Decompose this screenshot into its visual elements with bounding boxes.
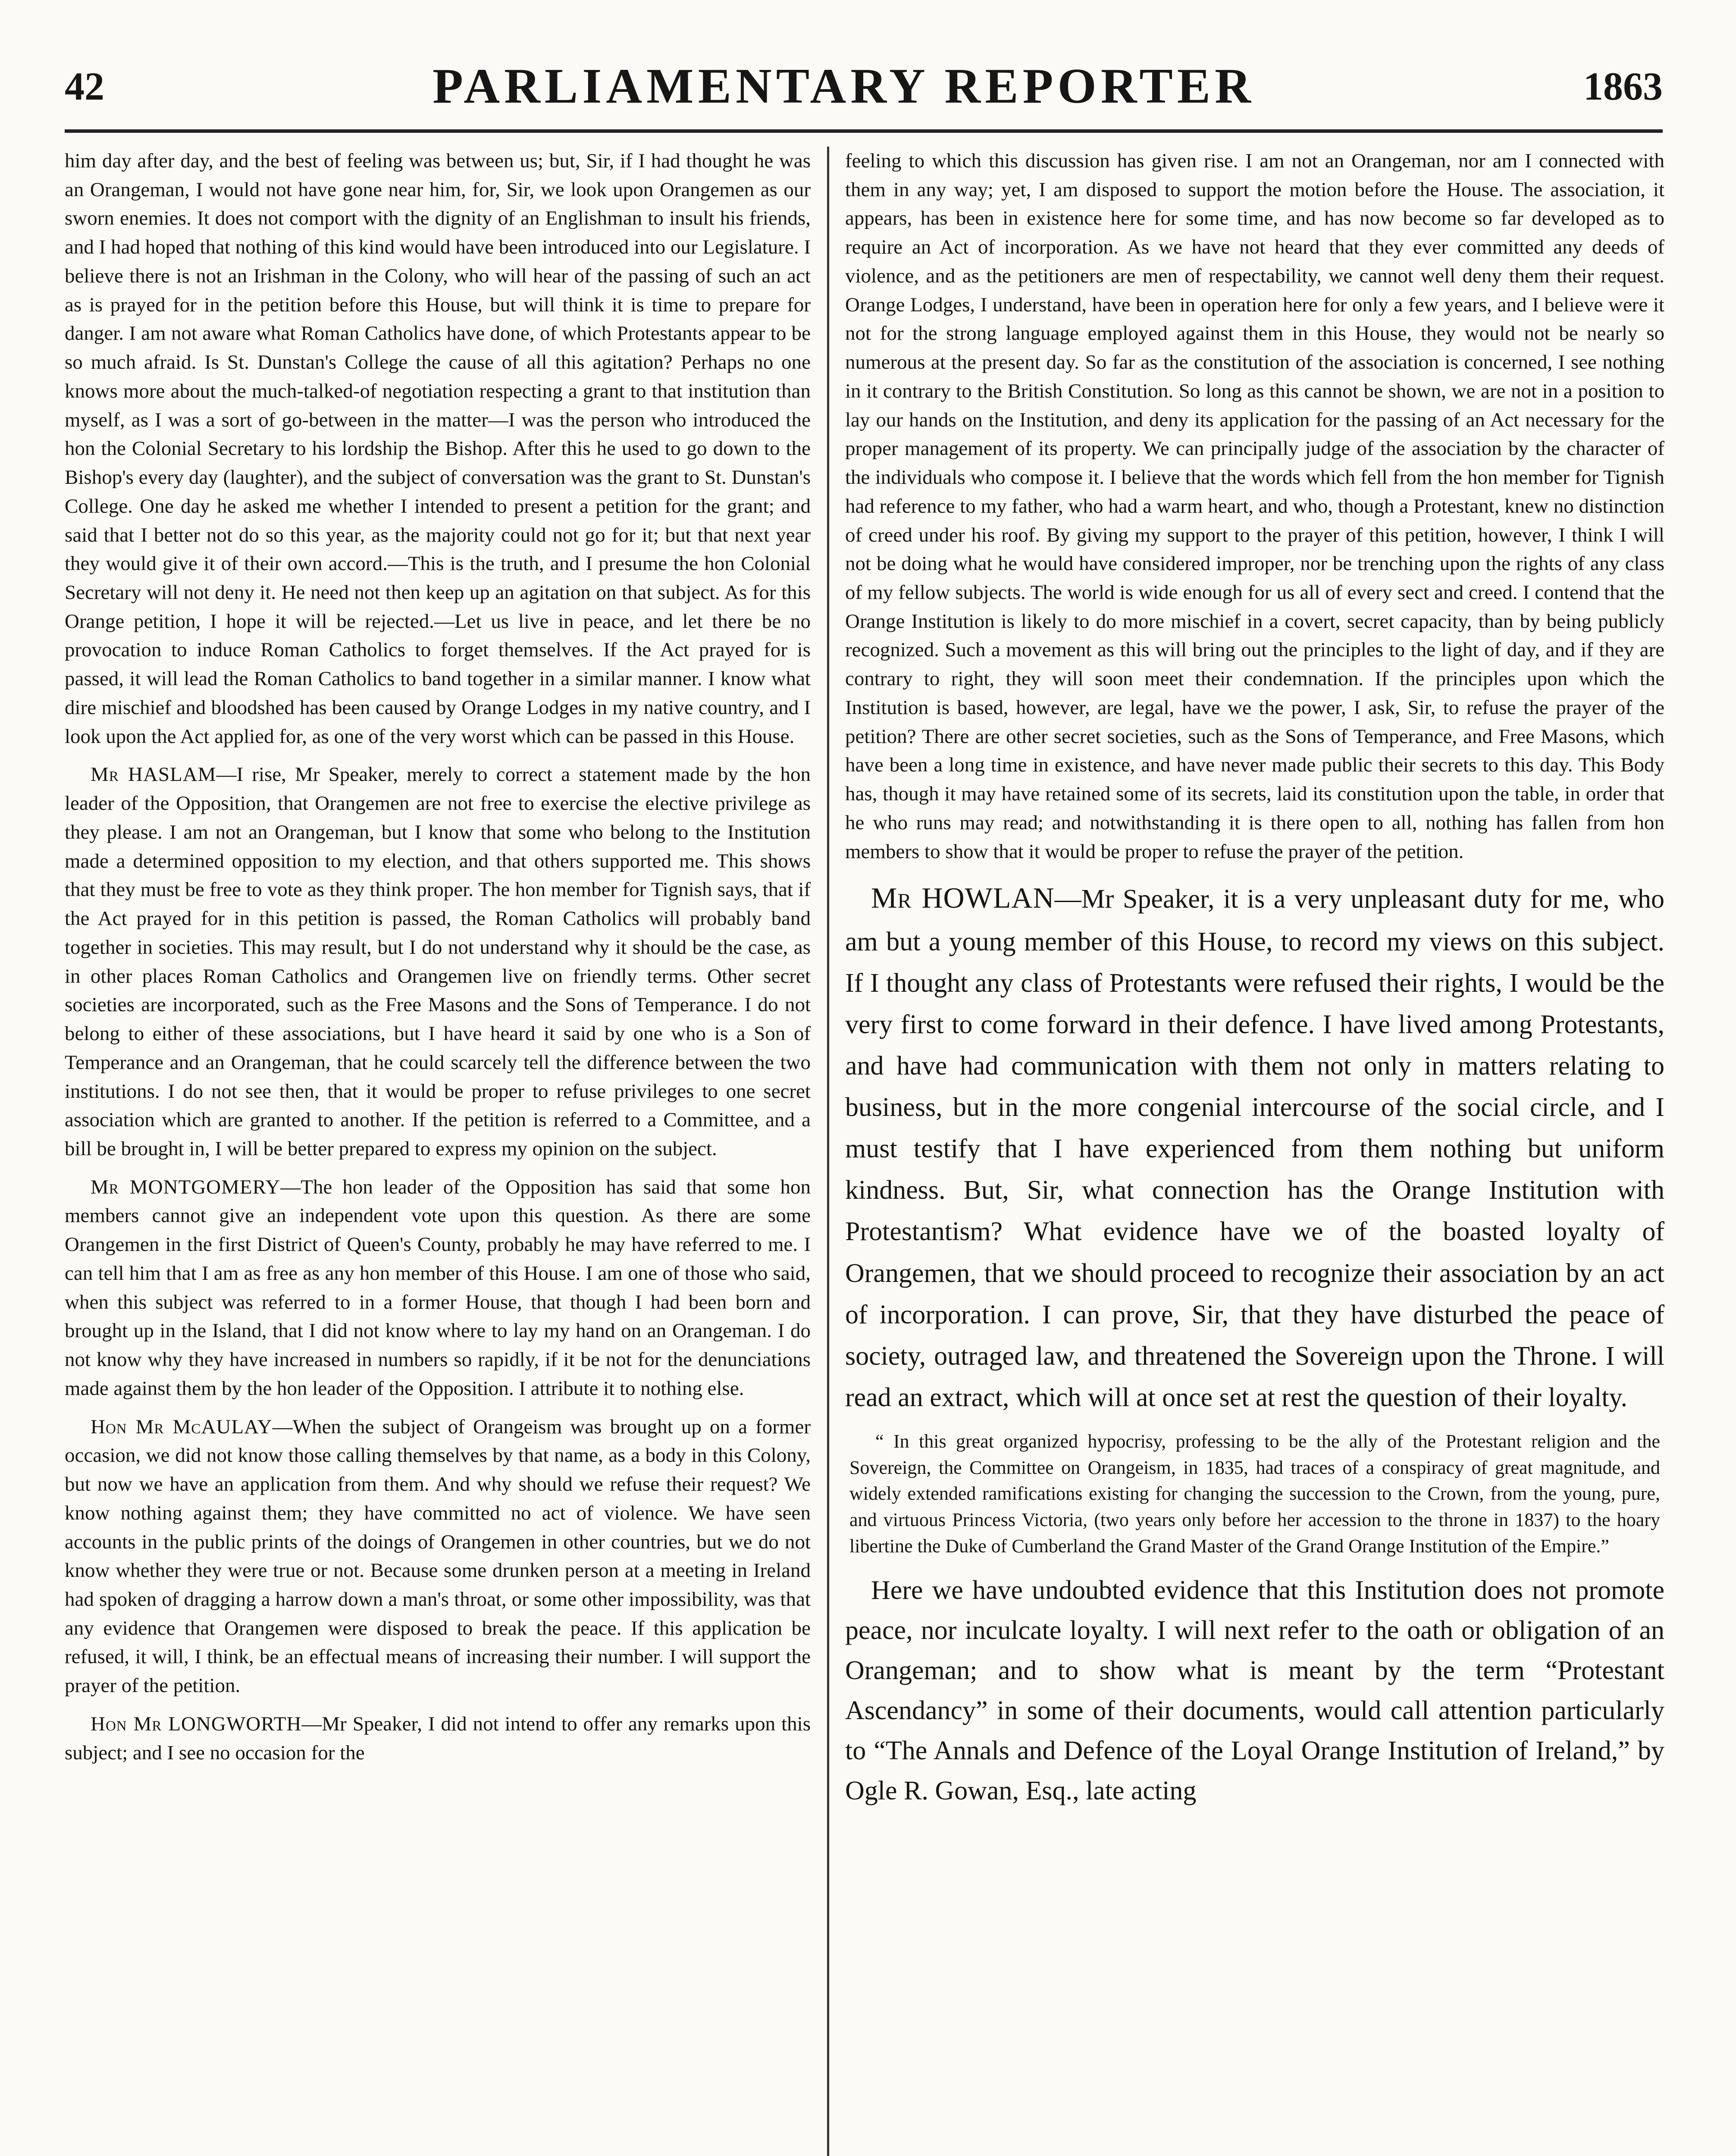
page-number: 42 [65,64,104,108]
speaker-name: Hon Mr McAULAY [91,1415,273,1438]
speaker-name: Hon Mr LONGWORTH [91,1712,302,1735]
speaker-name: Mr HASLAM [91,763,216,786]
speech-text: —I rise, Mr Speaker, merely to correct a statement made by the hon leader of the Opposition, that Orangemen are not free to exercise the elective privilege as they please. I am not an Orangeman, but I know that some who belong to the Institution made a determined opposition to my election, and that others supported me. This shows that they must be free to vote as they think proper. The hon member for Tignish says, that if the Act prayed for in this petition is passed, the Roman Catholics will probably band together in societies. This may result, but I do not understand why it should be the case, as in other places Roman Catholics and Orangemen live on friendly terms. Other secret societies are incorporated, such as the Free Masons and the Sons of Temperance. I do not belong to either of these associations, but I have heard it said by one who is a Son of Temperance and an Orangeman, that he could scarcely tell the difference between the two institutions. I do not see then, that it would be proper to refuse privileges to one secret association which are granted to another. If the petition is referred to a Committee, and a bill be brought in, I will be better prepared to express my opinion on the subject. [65,763,811,1160]
right-column [845,147,1664,2156]
continued-speech: him day after day, and the best of feeling was between us; but, Sir, if I had thought he was an Orangeman, I would not have gone near him, for, Sir, we look upon Orangemen as our sworn enemies. It does not comport with the dignity of an Englishman to insult his friends, and I had hoped that nothing of this kind would have been introduced into our Legislature. I believe there is not an Irishman in the Colony, who will hear of the passing of such an act as is prayed for in the petition before this House, but will think it is time to prepare for danger. I am not aware what Roman Catholics have done, of which Protestants appear to be so much afraid. Is St. Dunstan's College the cause of all this agitation? Perhaps no one knows more about the much-talked-of negotiation respecting a grant to that institution than myself, as I was a sort of go-between in the matter—I was the person who introduced the hon the Colonial Secretary to his lordship the Bishop. After this he used to go down to the Bishop's every day (laughter), and the subject of conversation was the grant to St. Dunstan's College. One day he asked me whether I intended to present a petition for the grant; and said that I better not do so this year, as the majority could not go for it; but that next year they would give it of their own accord.—This is the truth, and I presume the hon Colonial Secretary will not deny it. He need not then keep up an agitation on that subject. As for this Orange petition, I hope it will be rejected.—Let us live in peace, and let there be no provocation to induce Roman Catholics to forget themselves. If the Act prayed for is passed, it will lead the Roman Catholics to band together in a similar manner. I know what dire mischief and bloodshed has been caused by Orange Lodges in my native country, and I look upon the Act applied for, as one of the very worst which can be passed in this House. [65,150,811,748]
speaker-name: Mr HOWLAN [871,881,1055,915]
speech-haslam [65,760,811,1163]
speech-text: —Mr Speaker, I did not intend to offer any remarks upon this subject; and I see no occasion for the [65,1712,811,1764]
left-column [65,147,811,2156]
column-divider [827,147,829,2156]
speech-text: —The hon leader of the Opposition has said that some hon members cannot give an independent vote upon this question. As there are some Orangemen in the first District of Queen's County, probably he may have referred to me. I can tell him that I am as free as any hon member of this House. I am one of those who said, when this subject was referred to in a former House, that though I had been born and brought up in the Island, that I did not know where to lay my hand on an Orangeman. I do not know why they have increased in numbers so rapidly, if it be not for the denunciations made against them by the hon leader of the Opposition. I attribute it to nothing else. [65,1175,811,1400]
speech-mcaulay [65,1413,811,1700]
page-header [65,43,1663,129]
speech-continuation: Here we have undoubted evidence that this Institution does not promote peace, nor inculcate loyalty. I will next refer to the oath or obligation of an Orangeman; and to show what is meant by the term “Protestant Ascendancy” in some of their documents, would call attention particularly to “The Annals and Defence of the Loyal Orange Institution of Ireland,” by Ogle R. Gowan, Esq., late acting [845,1576,1664,1806]
speech-longworth [65,1710,811,1767]
publication-title: PARLIAMENTARY REPORTER [432,58,1255,114]
speech-text: —When the subject of Orangeism was brought up on a former occasion, we did not know those calling themselves by that name, as a body in this Colony, but now we have an application from them. And why should we refuse their request? We know nothing against them; they have committed no act of violence. We have seen accounts in the public prints of the doings of Orangemen in other countries, but we do not know whether they were true or not. Because some drunken person at a meeting in Ireland had spoken of dragging a harrow down a man's throat, or some other impossibility, was that any evidence that Orangemen were disposed to break the peace. If this application be refused, it will, I think, be an effectual means of increasing their number. I will support the prayer of the petition. [65,1415,811,1697]
header-rule [65,129,1663,133]
speech-montgomery [65,1173,811,1403]
continued-speech: feeling to which this discussion has given rise. I am not an Orangeman, nor am I connected with them in any way; yet, I am disposed to support the motion before the House. The association, it appears, has been in existence here for some time, and has now become so far developed as to require an Act of incorporation. As we have not heard that they ever committed any deeds of violence, and as the petitioners are men of respectability, we cannot well deny them their request. Orange Lodges, I understand, have been in operation here for only a few years, and I believe were it not for the strong language employed against them in this House, they would not be nearly so numerous at the present day. So far as the constitution of the association is concerned, I see nothing in it contrary to the British Constitution. So long as this cannot be shown, we are not in a position to lay our hands on the Institution, and deny its application for the passing of an Act necessary for the proper management of its property. We can principally judge of the association by the character of the individuals who compose it. I believe that the words which fell from the hon member for Tignish had reference to my father, who had a warm heart, and who, though a Protestant, knew no distinction of creed under his roof. By giving my support to the prayer of this petition, however, I think I will not be doing what he would have considered improper, nor be trenching upon the rights of any class of my fellow subjects. The world is wide enough for us all of every sect and creed. I contend that the Orange Institution is likely to do more mischief in a covert, secret capacity, than by being publicly recognized. Such a movement as this will bring out the principles to the light of day, and if they are contrary to right, they will soon meet their condemnation. If the principles upon which the Institution is based, however, are legal, have we the power, I ask, Sir, to refuse the prayer of the petition? There are other secret societies, such as the Sons of Temperance, and Free Masons, which have been a long time in existence, and have never made public their secrets to this day. This Body has, though it may have retained some of its secrets, laid its constitution upon the table, in order that he who runs may read; and notwithstanding it is there open to all, nothing has fallen from hon members to show that it would be proper to refuse the prayer of the petition. [845,150,1664,863]
speaker-name: Mr MONTGOMERY [91,1175,281,1198]
publication-year: 1863 [1583,64,1663,108]
speech-howlan [845,875,1664,1418]
quoted-extract: “ In this great organized hypocrisy, professing to be the ally of the Protestant religion and the Sovereign, the Committee on Orangeism, in 1835, had traces of a conspiracy of great magnitude, and widely extended ramifications existing for changing the succession to the Crown, from the young, pure, and virtuous Princess Victoria, (two years only before her accession to the throne in 1837) to the hoary libertine the Duke of Cumberland the Grand Master of the Grand Orange Institution of the Empire.” [849,1430,1660,1557]
speech-text: —Mr Speaker, it is a very unpleasant duty for me, who am but a young member of this House, to record my views on this subject. If I thought any class of Protestants were refused their rights, I would be the very first to come forward in their defence. I have lived among Protestants, and have had communication with them not only in matters relating to business, but in the more congenial intercourse of the social circle, and I must testify that I have experienced from them nothing but uniform kindness. But, Sir, what connection has the Orange Institution with Protestantism? What evidence have we of the boasted loyalty of Orangemen, that we should proceed to recognize their association by an act of incorporation. I can prove, Sir, that they have disturbed the peace of society, outraged law, and threatened the Sovereign upon the Throne. I will read an extract, which will at once set at rest the question of their loyalty. [845,884,1664,1412]
